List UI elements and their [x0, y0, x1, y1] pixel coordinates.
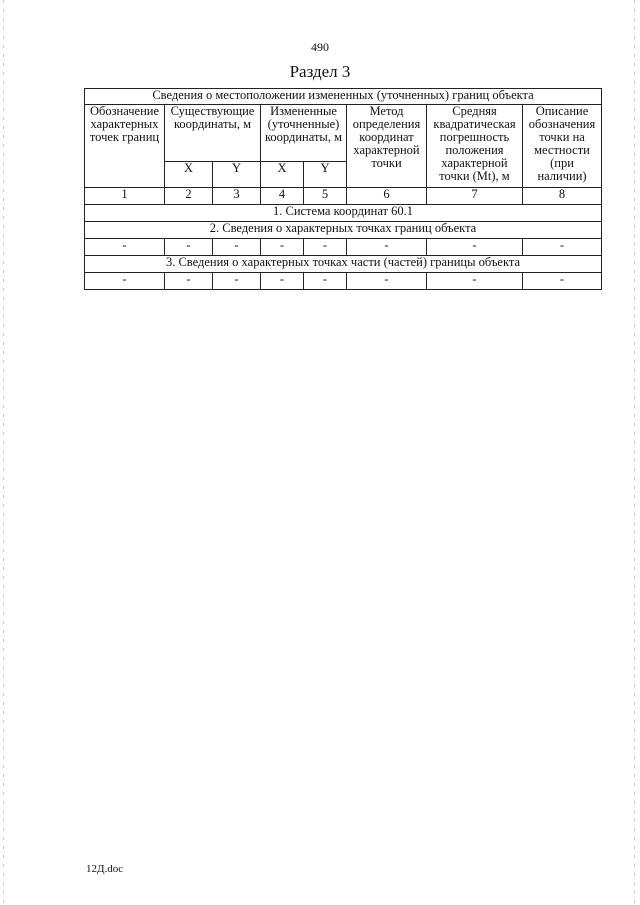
header-description: Описание обозначения точки на местности (при наличии) — [523, 105, 602, 188]
section-2-title: 2. Сведения о характерных точках границ объекта — [85, 222, 602, 239]
table-caption: Сведения о местоположении измененных (уточненных) границ объекта — [85, 89, 602, 105]
table-cell: - — [213, 239, 261, 256]
header-error: Средняя квадратическая погрешность положения характерной точки (Mt), м — [427, 105, 523, 188]
table-cell: - — [85, 239, 165, 256]
column-number: 4 — [261, 188, 304, 205]
table-cell: - — [165, 273, 213, 290]
column-number: 1 — [85, 188, 165, 205]
table-cell: - — [427, 273, 523, 290]
section-3-title: 3. Сведения о характерных точках части (частей) границы объекта — [85, 256, 602, 273]
boundary-points-table — [84, 88, 602, 290]
table-row — [85, 239, 602, 256]
table-cell: - — [347, 273, 427, 290]
section-1-title: 1. Система координат 60.1 — [85, 205, 602, 222]
table-cell: - — [304, 273, 347, 290]
table-cell: - — [213, 273, 261, 290]
scan-edge-right — [634, 0, 635, 905]
table-cell: - — [427, 239, 523, 256]
table-cell: - — [523, 239, 602, 256]
section-title: Раздел 3 — [289, 62, 351, 81]
table-cell: - — [261, 273, 304, 290]
header-existing-x: X — [165, 162, 213, 188]
scan-edge-left — [3, 0, 4, 905]
column-number: 7 — [427, 188, 523, 205]
column-number: 6 — [347, 188, 427, 205]
header-point-designation: Обозначение характерных точек границ — [85, 105, 165, 188]
page-number: 490 — [311, 40, 329, 54]
table-cell: - — [165, 239, 213, 256]
column-number: 3 — [213, 188, 261, 205]
table-cell: - — [347, 239, 427, 256]
column-number: 2 — [165, 188, 213, 205]
column-number: 8 — [523, 188, 602, 205]
table-cell: - — [85, 273, 165, 290]
column-numbers-row — [85, 188, 602, 205]
header-changed-x: X — [261, 162, 304, 188]
header-changed-y: Y — [304, 162, 347, 188]
header-changed-coordinates: Измененные (уточненные) координаты, м — [261, 105, 347, 162]
table-row — [85, 273, 602, 290]
header-existing-y: Y — [213, 162, 261, 188]
header-method: Метод определения координат характерной точки — [347, 105, 427, 188]
table-cell: - — [261, 239, 304, 256]
header-existing-coordinates: Существующие координаты, м — [165, 105, 261, 162]
table-cell: - — [523, 273, 602, 290]
footer-filename: 12Д.doc — [86, 863, 124, 875]
column-number: 5 — [304, 188, 347, 205]
table-cell: - — [304, 239, 347, 256]
